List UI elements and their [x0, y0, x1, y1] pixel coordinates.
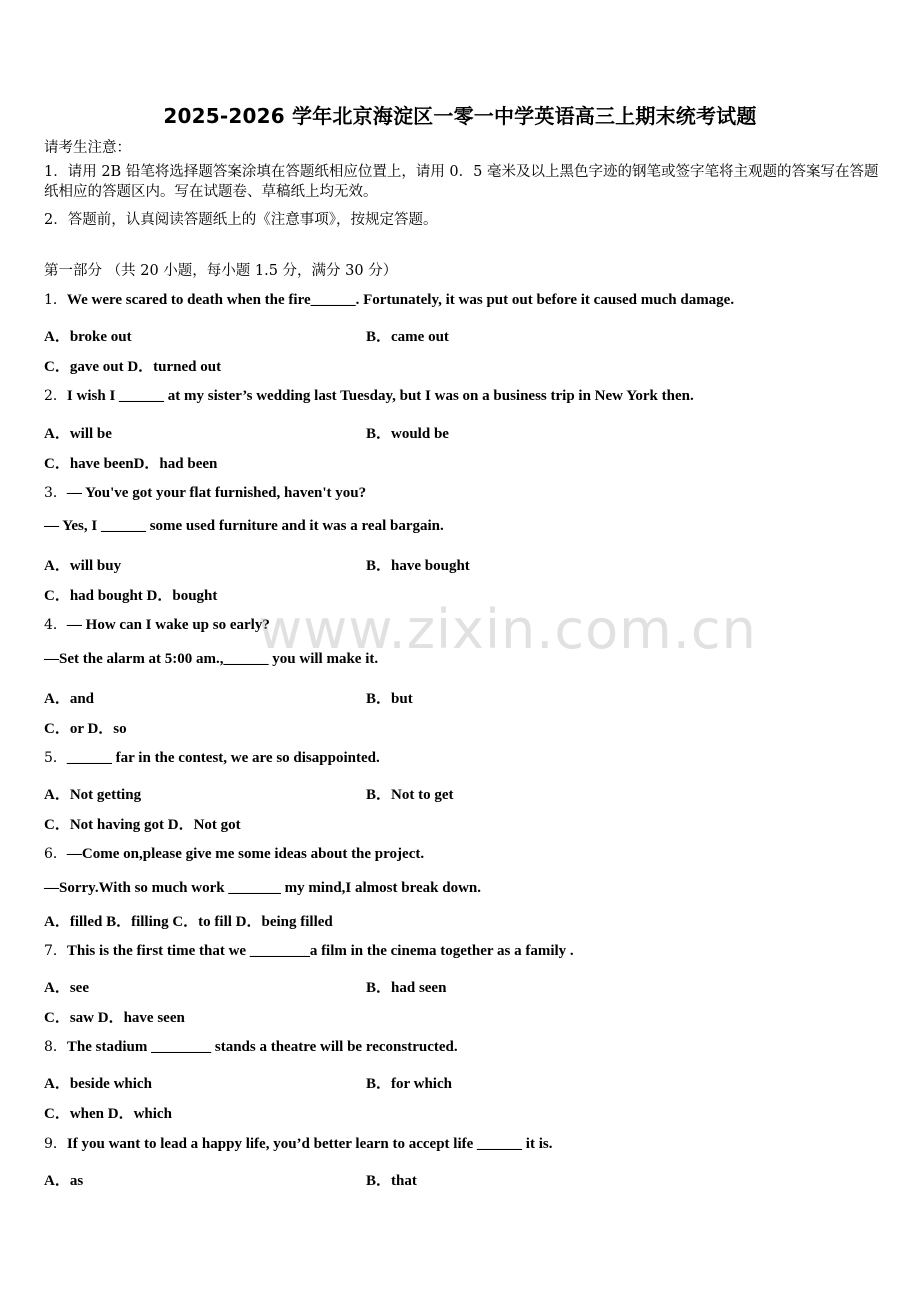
question-9	[44, 1133, 552, 1153]
option-b: B．have bought	[366, 558, 470, 574]
question-number: 4．	[44, 617, 67, 633]
option-a: A．as	[44, 1173, 84, 1189]
question-4-line-2: —Set the alarm at 5:00 am.,______ you will make it.	[44, 651, 379, 667]
exam-title: 2025-2026 学年北京海淀区一零一中学英语高三上期末统考试题	[163, 104, 757, 128]
question-number: 9．	[44, 1136, 67, 1152]
question-text: The stadium ________ stands a theatre will be reconstructed.	[66, 1039, 458, 1055]
question-number: 6．	[44, 846, 67, 862]
question-6	[44, 843, 424, 863]
option-a: A．will buy	[44, 558, 122, 574]
option-b: B．Not to get	[366, 787, 454, 803]
question-text: — How can I wake up so early?	[66, 617, 270, 633]
question-text: ______ far in the contest, we are so disappointed.	[66, 750, 380, 766]
question-3-line-2: — Yes, I ______ some used furniture and it was a real bargain.	[44, 518, 444, 534]
option-a: A．Not getting	[44, 787, 142, 803]
question-1-options-cd: C．gave out D．turned out	[44, 359, 222, 375]
question-number: 8．	[44, 1039, 67, 1055]
question-number: 1．	[44, 292, 67, 308]
question-number: 7．	[44, 943, 67, 959]
question-8-options-ab	[44, 1072, 452, 1093]
question-7-options-ab	[44, 976, 447, 997]
question-text: I wish I ______ at my sister’s wedding last Tuesday, but I was on a business trip in New York then.	[66, 388, 694, 404]
question-7	[44, 940, 574, 960]
question-5-options-cd: C．Not having got D．Not got	[44, 817, 241, 833]
question-3-options-ab	[44, 554, 470, 575]
question-1-options-ab	[44, 325, 449, 346]
question-6-line-2: —Sorry.With so much work _______ my mind,I almost break down.	[44, 880, 481, 896]
option-a: A．see	[44, 980, 89, 996]
question-1	[44, 289, 734, 309]
option-a: A．will be	[44, 426, 112, 442]
question-5	[44, 747, 380, 767]
option-a: A．broke out	[44, 329, 132, 345]
question-3-options-cd: C．had bought D．bought	[44, 588, 218, 604]
question-4-options-cd: C．or D．so	[44, 721, 127, 737]
option-b: B．but	[366, 691, 413, 707]
question-text: If you want to lead a happy life, you’d better learn to accept life ______ it is.	[66, 1136, 553, 1152]
question-8-options-cd: C．when D．which	[44, 1106, 172, 1122]
section-heading: 第一部分 （共 20 小题，每小题 1.5 分，满分 30 分）	[44, 263, 398, 279]
notice-item-2: 2．答题前，认真阅读答题纸上的《注意事项》，按规定答题。	[44, 212, 438, 228]
option-b: B．that	[366, 1173, 417, 1189]
question-3	[44, 482, 366, 502]
question-text: We were scared to death when the fire______. Fortunately, it was put out before it caused much damage.	[66, 292, 735, 308]
option-b: B．for which	[366, 1076, 452, 1092]
notice-item-1: 1．请用 2B 铅笔将选择题答案涂填在答题纸相应位置上，请用 0．5 毫米及以上黑色字迹的钢笔或签字笔将主观题的答案写在答题纸相应的答题区内。写在试题卷、草稿纸上均无效。	[44, 164, 879, 200]
option-b: B．had seen	[366, 980, 447, 996]
question-4-options-ab	[44, 687, 413, 708]
question-4	[44, 614, 270, 634]
question-2-options-ab	[44, 422, 449, 443]
option-a: A．beside which	[44, 1076, 152, 1092]
question-2	[44, 385, 694, 405]
question-text: — You've got your flat furnished, haven't you?	[66, 485, 367, 501]
question-9-options-ab	[44, 1169, 417, 1190]
question-6-options: A．filled B．filling C．to fill D．being filled	[44, 914, 333, 930]
question-8	[44, 1036, 458, 1056]
question-text: This is the first time that we ________a film in the cinema together as a family .	[66, 943, 574, 959]
option-b: B．came out	[366, 329, 449, 345]
question-7-options-cd: C．saw D．have seen	[44, 1010, 185, 1026]
option-b: B．would be	[366, 426, 449, 442]
question-text: —Come on,please give me some ideas about the project.	[66, 846, 425, 862]
watermark: www.zixin.com.cn	[258, 598, 757, 661]
notice-heading: 请考生注意：	[44, 140, 131, 156]
question-number: 2．	[44, 388, 67, 404]
question-2-options-cd: C．have beenD．had been	[44, 456, 218, 472]
question-number: 5．	[44, 750, 67, 766]
option-a: A．and	[44, 691, 95, 707]
question-number: 3．	[44, 485, 67, 501]
question-5-options-ab	[44, 783, 454, 804]
